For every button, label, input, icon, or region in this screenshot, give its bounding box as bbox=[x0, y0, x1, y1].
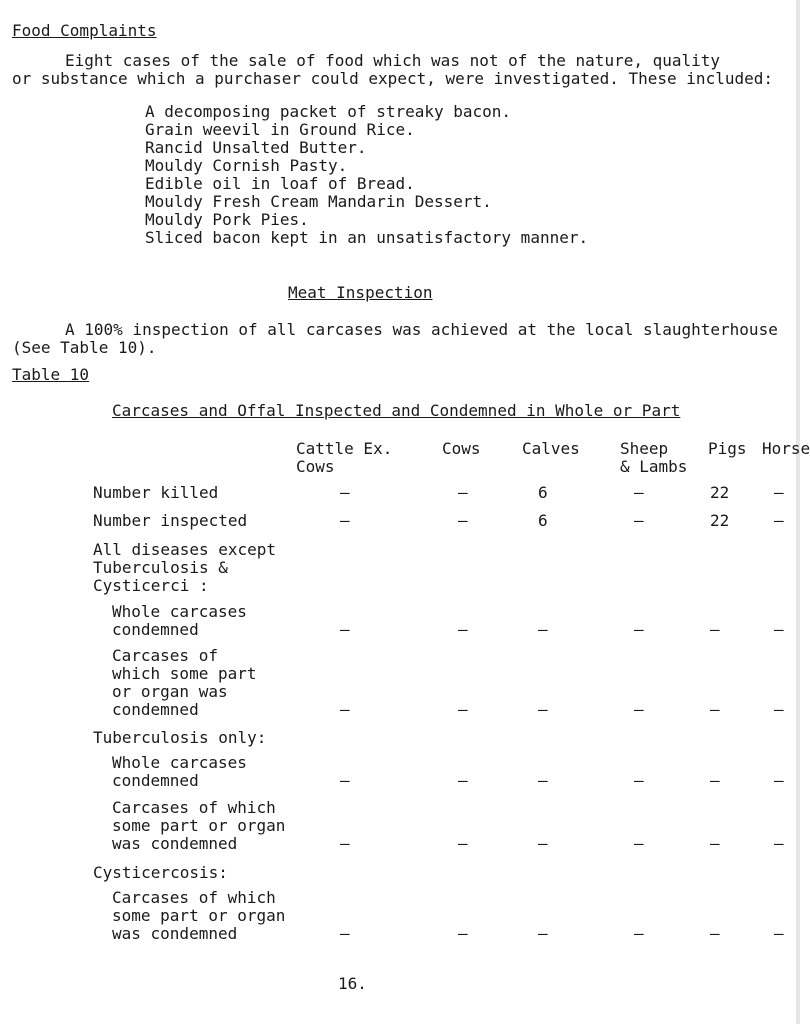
cell-pigs: – bbox=[710, 620, 720, 639]
cell-calves: – bbox=[538, 700, 548, 719]
column-header-pigs: Pigs bbox=[708, 439, 747, 458]
cell-pigs: 22 bbox=[710, 511, 730, 530]
cell-cows: – bbox=[458, 834, 468, 853]
cell-cows: – bbox=[458, 924, 468, 943]
cell-sheep: – bbox=[634, 511, 644, 530]
list-item: Mouldy Pork Pies. bbox=[145, 210, 309, 229]
cell-cattle: – bbox=[340, 483, 350, 502]
cell-sheep: – bbox=[634, 620, 644, 639]
food-intro-line-2: or substance which a purchaser could expect, were investigated. These included: bbox=[12, 69, 773, 88]
table-title: Carcases and Offal Inspected and Condemned in Whole or Part bbox=[112, 401, 681, 420]
table-label: Table 10 bbox=[12, 365, 90, 384]
column-header-cattle: Cattle Ex. Cows bbox=[296, 439, 393, 476]
cell-horse: – bbox=[774, 483, 784, 502]
food-complaints-heading: Food Complaints bbox=[12, 21, 157, 40]
column-header-cows: Cows bbox=[442, 439, 481, 458]
cell-cattle: – bbox=[340, 834, 350, 853]
list-item: Sliced bacon kept in an unsatisfactory manner. bbox=[145, 228, 589, 247]
page-edge-shadow bbox=[796, 0, 800, 1024]
row-label: Whole carcases condemned bbox=[112, 753, 247, 790]
cell-pigs: – bbox=[710, 700, 720, 719]
cell-horse: – bbox=[774, 834, 784, 853]
cell-cows: – bbox=[458, 700, 468, 719]
cell-cattle: – bbox=[340, 924, 350, 943]
row-label: Carcases of which some part or organ was condemned bbox=[112, 888, 286, 943]
row-group-label-tuberculosis: Tuberculosis only: bbox=[93, 728, 267, 747]
cell-cows: – bbox=[458, 483, 468, 502]
meat-inspection-line-2: (See Table 10). bbox=[12, 338, 157, 357]
cell-horse: – bbox=[774, 700, 784, 719]
food-intro-line-1: Eight cases of the sale of food which was not of the nature, quality bbox=[65, 51, 721, 70]
cell-cattle: – bbox=[340, 771, 350, 790]
cell-pigs: – bbox=[710, 834, 720, 853]
cell-cattle: – bbox=[340, 700, 350, 719]
cell-sheep: – bbox=[634, 834, 644, 853]
cell-calves: – bbox=[538, 771, 548, 790]
row-label: Whole carcases condemned bbox=[112, 602, 247, 639]
cell-pigs: 22 bbox=[710, 483, 730, 502]
cell-horse: – bbox=[774, 620, 784, 639]
cell-sheep: – bbox=[634, 483, 644, 502]
list-item: Mouldy Fresh Cream Mandarin Dessert. bbox=[145, 192, 492, 211]
cell-sheep: – bbox=[634, 700, 644, 719]
cell-calves: – bbox=[538, 834, 548, 853]
list-item: Grain weevil in Ground Rice. bbox=[145, 120, 415, 139]
cell-sheep: – bbox=[634, 924, 644, 943]
row-group-label-all-diseases: All diseases except Tuberculosis & Cysticerci : bbox=[93, 540, 277, 595]
cell-calves: – bbox=[538, 924, 548, 943]
row-label: Carcases of which some part or organ was condemned bbox=[112, 798, 286, 853]
cell-calves: – bbox=[538, 620, 548, 639]
cell-pigs: – bbox=[710, 771, 720, 790]
cell-calves: 6 bbox=[538, 511, 548, 530]
cell-cows: – bbox=[458, 620, 468, 639]
meat-inspection-line-1: A 100% inspection of all carcases was achieved at the local slaughterhouse bbox=[65, 320, 778, 339]
cell-cows: – bbox=[458, 511, 468, 530]
list-item: A decomposing packet of streaky bacon. bbox=[145, 102, 512, 121]
page-number: 16. bbox=[338, 974, 367, 993]
column-header-calves: Calves bbox=[522, 439, 580, 458]
row-label: Carcases of which some part or organ was condemned bbox=[112, 646, 257, 719]
column-header-sheep: Sheep & Lambs bbox=[620, 439, 688, 476]
cell-cattle: – bbox=[340, 620, 350, 639]
cell-cows: – bbox=[458, 771, 468, 790]
cell-cattle: – bbox=[340, 511, 350, 530]
list-item: Mouldy Cornish Pasty. bbox=[145, 156, 348, 175]
cell-horse: – bbox=[774, 771, 784, 790]
cell-calves: 6 bbox=[538, 483, 548, 502]
cell-horse: – bbox=[774, 511, 784, 530]
cell-pigs: – bbox=[710, 924, 720, 943]
row-label: Number inspected bbox=[93, 511, 248, 530]
row-group-label-cysticercosis: Cysticercosis: bbox=[93, 863, 228, 882]
meat-inspection-heading: Meat Inspection bbox=[288, 283, 433, 302]
list-item: Rancid Unsalted Butter. bbox=[145, 138, 367, 157]
column-header-horse: Horse bbox=[762, 439, 810, 458]
row-label: Number killed bbox=[93, 483, 219, 502]
cell-sheep: – bbox=[634, 771, 644, 790]
list-item: Edible oil in loaf of Bread. bbox=[145, 174, 415, 193]
cell-horse: – bbox=[774, 924, 784, 943]
